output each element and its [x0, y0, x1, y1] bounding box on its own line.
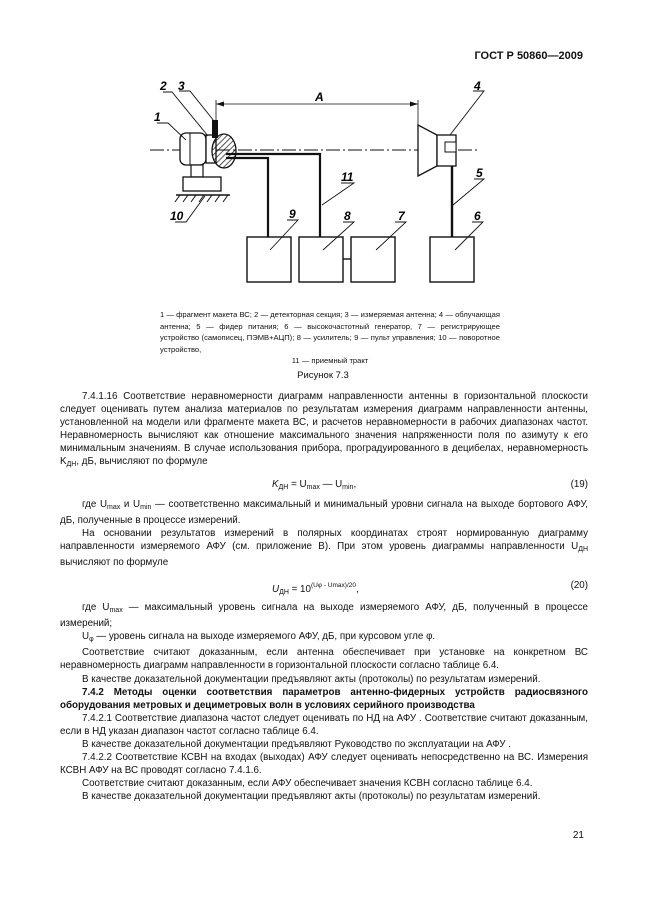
label-10: 10: [170, 209, 184, 223]
amplifier-box: [299, 237, 343, 282]
paragraph: Соответствие считают доказанным, если антенна обеспечивает при установке на конкретном ВС неравномерность диаграмм направленности в горизонтальной плоскости согласно таблице 6.4.: [60, 647, 588, 672]
paragraph: В качестве доказательной документации предъявляют акты (протоколы) по результатам измерений.: [82, 791, 541, 803]
diagram-svg: [0, 0, 646, 300]
body-text: [60, 390, 588, 803]
figure-legend: [160, 309, 500, 367]
control-panel-box: [247, 237, 291, 282]
measurement-diagram: [0, 0, 646, 300]
label-6: 6: [474, 209, 481, 223]
label-5: 5: [476, 166, 483, 180]
paragraph: 7.4.1.16 Соответствие неравномерности диаграмм направленности антенны в горизонтальной плоскости следует оценивать путем анализа материалов по результатам измерения диаграмм направленности антенны, установленной на модели или фрагменте макета ВС, и расчетов неравномерности в рабочих диапазонах частот. Неравномерность вычисляют как отношение максимального значения напряженности поля по азимуту к его минимальным значениям. В случае использования прибора, проградуированного в децибелах, неравномерность $K_{ДН}$, дБ, вычисляют по формуле: [60, 391, 588, 469]
irradiating-antenna: [418, 125, 437, 176]
paragraph: где $U_{max}$ и $U_{min}$ — соответственно максимальный и минимальный уровни сигнала на выходе бортового АФУ, дБ, полученные в процессе измерений.: [60, 498, 588, 526]
label-1: 1: [154, 110, 161, 124]
cable-to-9: [226, 158, 268, 237]
label-4: 4: [474, 79, 481, 93]
section-heading: 7.4.2 Методы оценки соответствия параметров антенно-фидерных устройств радиосвязного оборудования метровых и дециметровых волн в условиях серийного производства: [60, 686, 588, 711]
recorder-box: [351, 237, 395, 282]
formula-number: (20): [570, 580, 588, 592]
paragraph: $U_\varphi$ — уровень сигнала на выходе измеряемого АФУ, дБ, при курсовом угле φ.: [82, 631, 436, 644]
legend-text-last: 11 — приемный тракт: [291, 356, 369, 365]
figure-caption: Рисунок 7.3: [297, 370, 349, 381]
label-9: 9: [289, 207, 296, 221]
label-3: 3: [178, 79, 185, 93]
generator-box: [430, 237, 474, 282]
paragraph: Соответствие считают доказанным, если АФУ обеспечивает значения КСВН согласно таблице 6.4.: [82, 778, 533, 790]
label-7: 7: [398, 209, 405, 223]
rotation-device: [183, 177, 221, 191]
label-11: 11: [341, 170, 354, 184]
paragraph: В качестве доказательной документации предъявляют акты (протоколы) по результатам измерений.: [82, 673, 541, 685]
label-8: 8: [344, 209, 351, 223]
label-2: 2: [160, 79, 167, 93]
measured-antenna: [212, 120, 218, 138]
formula-20: $U_{ДН} = 10^{(U\varphi - Umax)/20}$, (20): [272, 580, 588, 597]
paragraph: 7.4.2.1 Соответствие диапазона частот следует оценивать по НД на АФУ . Соответствие считают доказанным, если в НД указан диапазон частот согласно таблице 6.4.: [60, 712, 588, 737]
paragraph: В качестве доказательной документации предъявляют Руководство по эксплуатации на АФУ .: [82, 738, 511, 750]
page-number: 21: [572, 830, 584, 841]
paragraph: На основании результатов измерений в полярных координатах строят нормированную диаграмму направленности измеряемого АФУ (см. приложение В). При этом уровень диаграммы направленности $U_{ДН}$ вычисляют по формуле: [60, 527, 588, 568]
document-header: ГОСТ Р 50860—2009: [474, 50, 583, 62]
receive-path-11: [226, 154, 320, 237]
paragraph: где $U_{max}$ — максимальный уровень сигнала на выходе измеряемого АФУ, дБ, полученный в процессе измерений;: [60, 602, 588, 630]
formula-number: (19): [570, 478, 588, 490]
formula-19: $K_{ДН} = U_{max}$ — $U_{min}$, (19): [272, 478, 588, 491]
paragraph: 7.4.2.2 Соответствие КСВН на входах (выходах) АФУ следует оценивать непосредственно на ВС. Измерения КСВН АФУ на ВС проводят согласно 7.4.1.6.: [60, 752, 588, 777]
legend-text: 1 — фрагмент макета ВС; 2 — детекторная секция; 3 — измеряемая антенна; 4 — облучающая антенна; 5 — фидер питания; 6 — высокочастотный генератор, 7 — регистрирующее устройство (самописец, ПЭМВ+АЦП); 8 — усилитель; 9 — пульт управления; 10 — поворотное устройство,: [160, 310, 500, 354]
distance-label: A: [315, 90, 324, 104]
